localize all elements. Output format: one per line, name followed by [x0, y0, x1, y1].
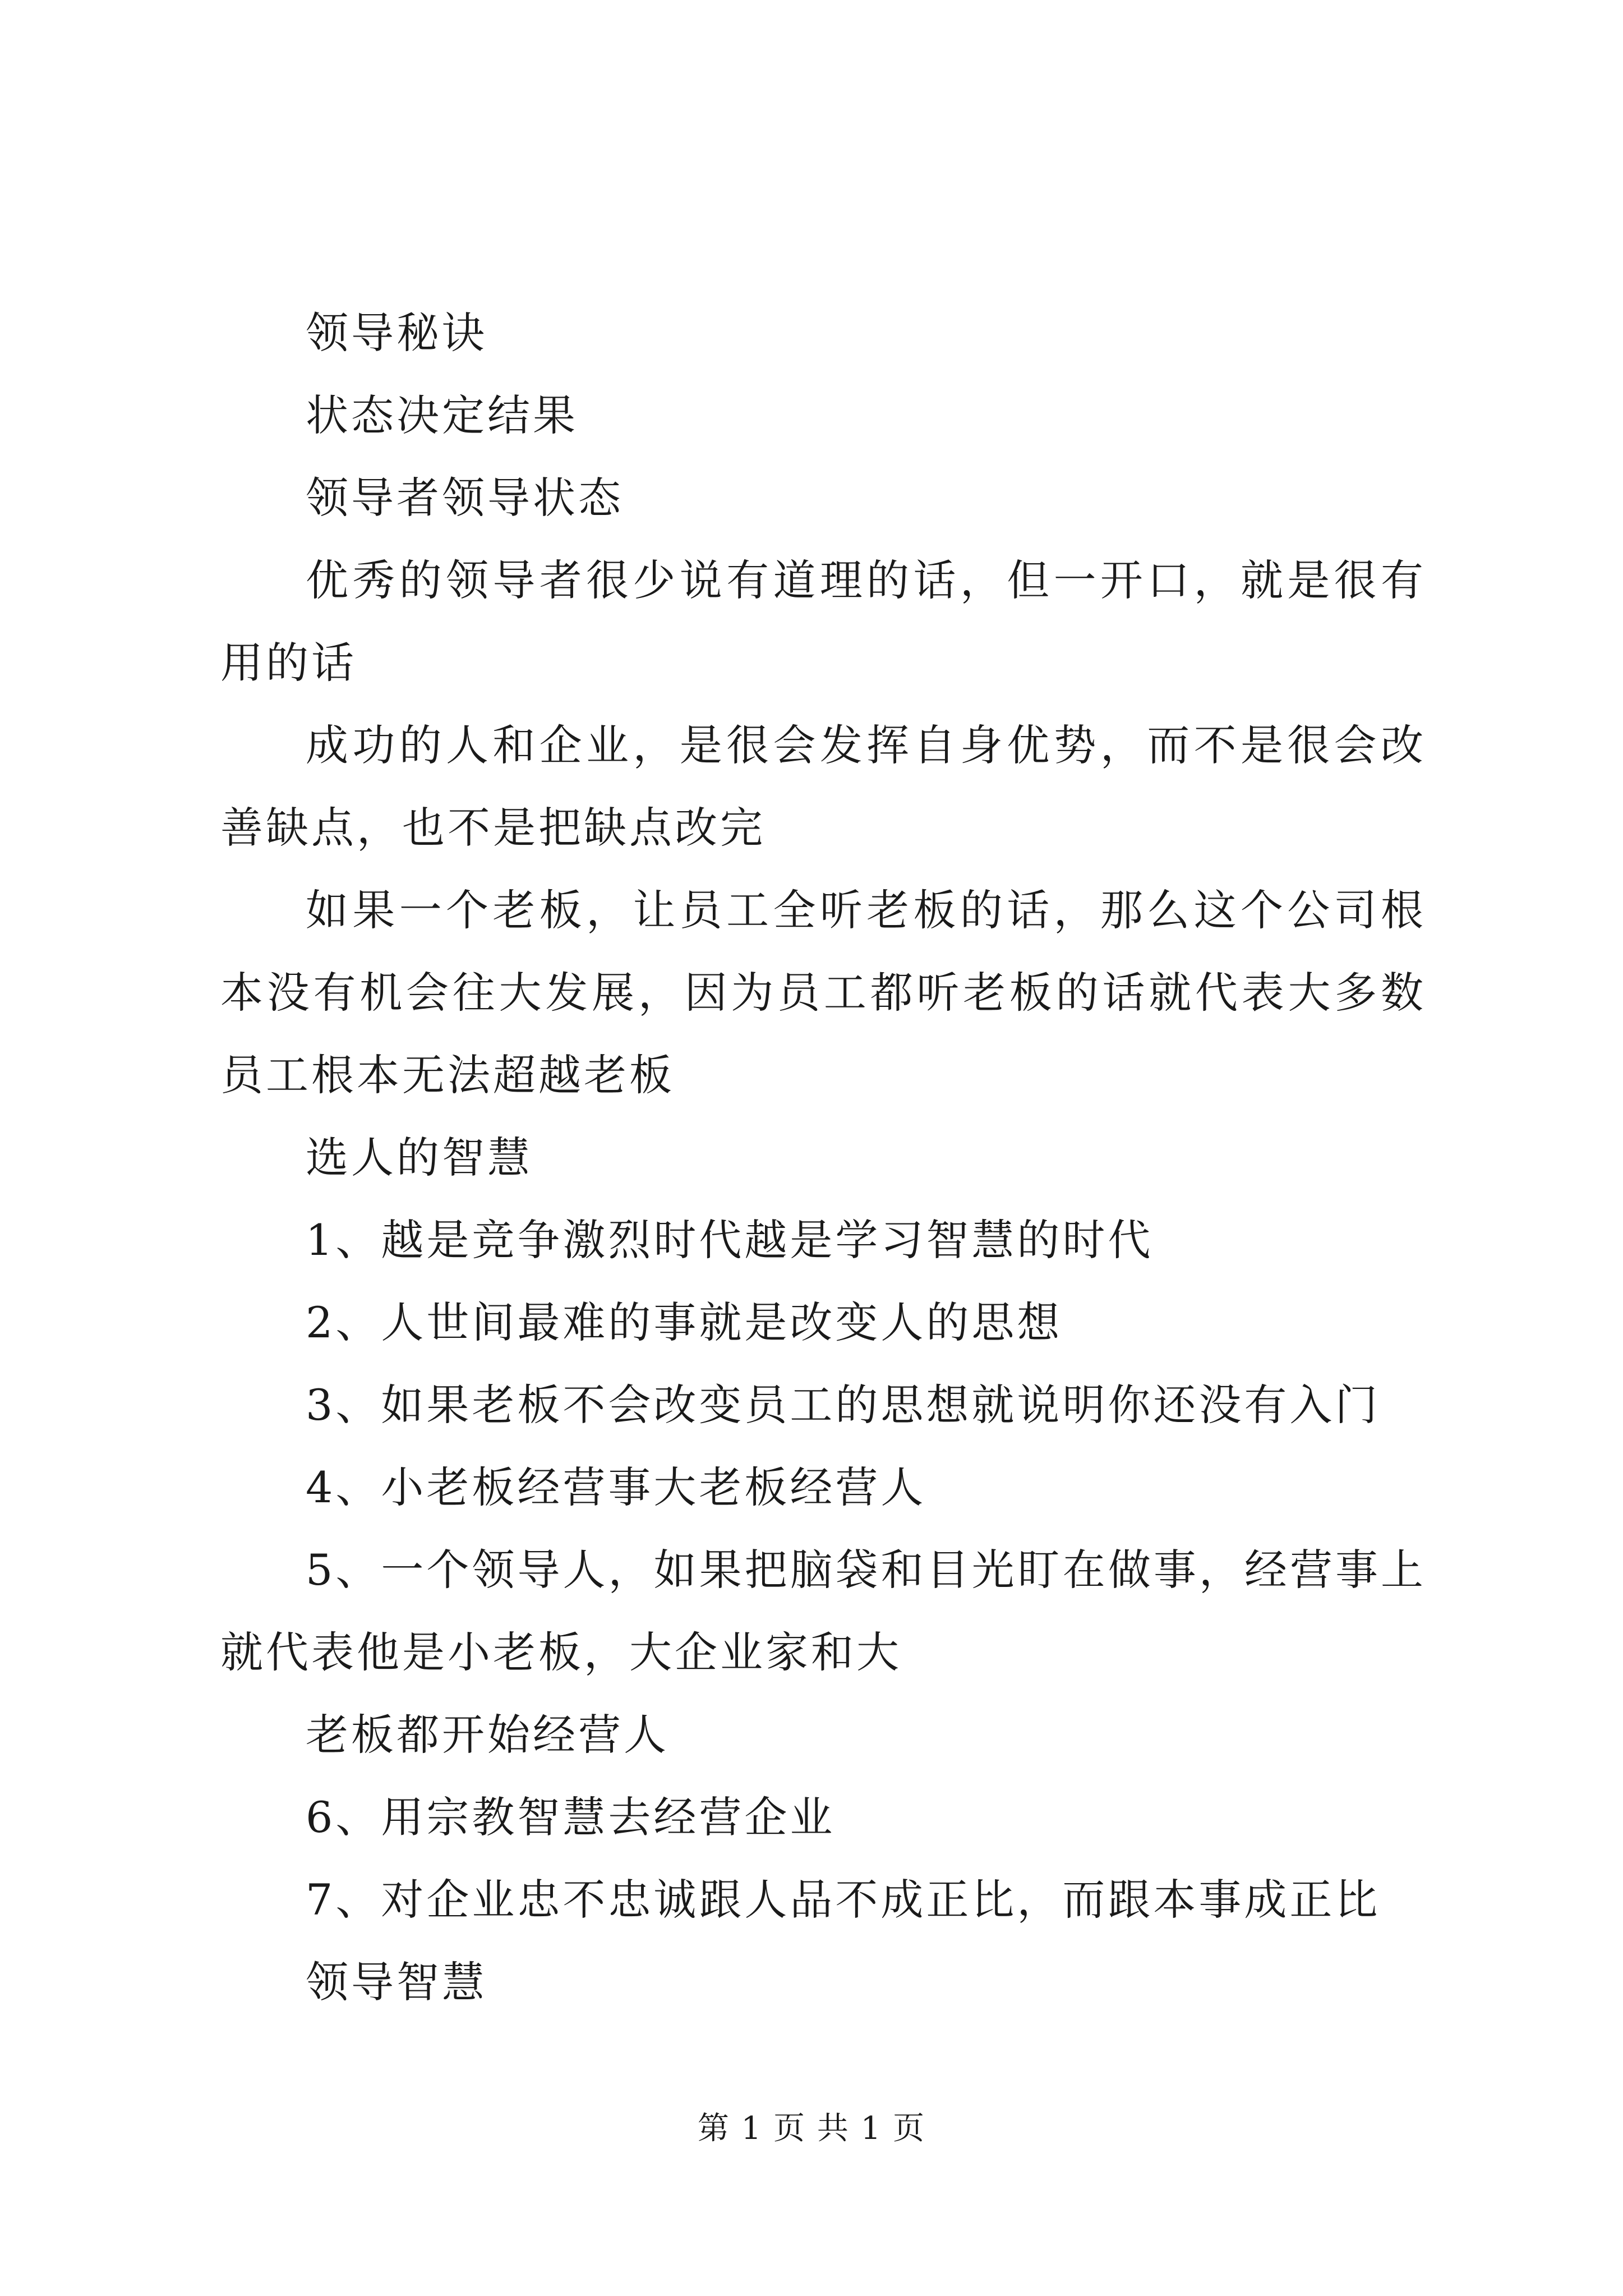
list-item: 1、越是竞争激烈时代越是学习智慧的时代 — [306, 1215, 1154, 1265]
paragraph: 领导智慧 — [306, 1957, 487, 2007]
list-item: 4、小老板经营事大老板经营人 — [306, 1462, 926, 1512]
paragraph: 状态决定结果 — [306, 390, 578, 440]
page-footer: 第 1 页 共 1 页 — [697, 2110, 926, 2147]
paragraph: 老板都开始经营人 — [306, 1710, 669, 1760]
list-item: 5、一个领导人，如果把脑袋和目光盯在做事，经营事上就代表他是小老板，大企业家和大 — [220, 1545, 1426, 1677]
paragraph: 选人的智慧 — [306, 1133, 533, 1182]
document-body — [220, 292, 1426, 2023]
paragraph: 如果一个老板，让员工全听老板的话，那么这个公司根本没有机会往大发展，因为员工都听老板的话就代表大多数员工根本无法超越老板 — [220, 885, 1426, 1100]
paragraph: 领导者领导状态 — [306, 473, 624, 523]
paragraph: 领导秘诀 — [306, 308, 487, 358]
list-item: 2、人世间最难的事就是改变人的思想 — [306, 1297, 1063, 1347]
list-item: 7、对企业忠不忠诚跟人品不成正比，而跟本事成正比 — [306, 1875, 1381, 1925]
list-item: 6、用宗教智慧去经营企业 — [306, 1792, 836, 1842]
paragraph: 成功的人和企业，是很会发挥自身优势，而不是很会改善缺点，也不是把缺点改完 — [220, 720, 1426, 853]
paragraph: 优秀的领导者很少说有道理的话，但一开口，就是很有用的话 — [220, 555, 1426, 688]
list-item: 3、如果老板不会改变员工的思想就说明你还没有入门 — [306, 1380, 1381, 1430]
